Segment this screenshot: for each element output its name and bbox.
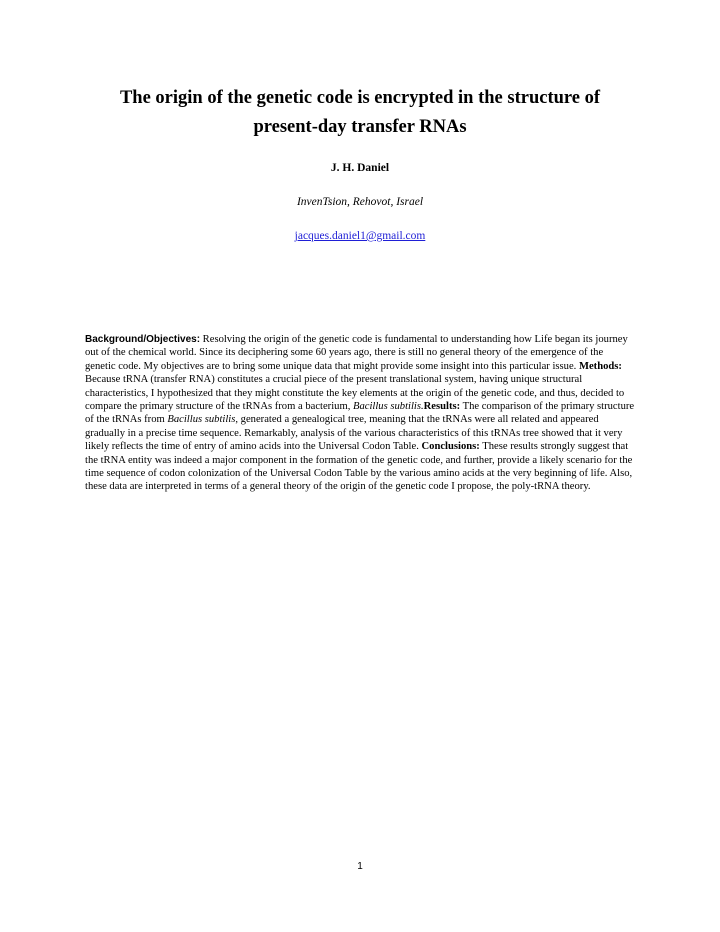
abstract-methods-label: Methods: <box>578 360 622 372</box>
abstract-results-text-1: The comparison of the primary structure of the tRNAs from <box>85 401 635 426</box>
author-name: J. H. Daniel <box>330 162 390 174</box>
abstract-results-species: Bacillus subtilis <box>167 414 236 426</box>
author-email-link[interactable]: jacques.daniel1@gmail.com <box>294 230 426 242</box>
title-line-1: The origin of the genetic code is encrypted in the structure of <box>119 88 601 108</box>
abstract-methods-text: Because tRNA (transfer RNA) constitutes a crucial piece of the present translational system, having unique structural characteristics, I hypothesized that they might constitute the key elements at the origin of the genetic code, and thus, decided to compare the primary structure of the tRNAs from a bacterium, <box>85 374 625 413</box>
abstract-background-text: Resolving the origin of the genetic code is fundamental to understanding how Life began its journey out of the chemical world. Since its deciphering some 60 years ago, there is still no general theory of the emergence of the genetic code. My objectives are to bring some unique data that might provide some insight into this particular issue. <box>85 334 628 372</box>
abstract-results-text-2: , generated a genealogical tree, meaning that the tRNAs were all related and appeared gradually in a precise time sequence. Remarkably, analysis of the various characteristics of this tRNAs tree showed that it very likely reflects the time of entry of amino acids into the Universal Codon Table. <box>85 414 623 453</box>
abstract <box>85 333 635 494</box>
page-number: 1 <box>357 861 363 872</box>
abstract-conclusions-label: Conclusions: <box>421 441 480 453</box>
paper-title <box>70 84 650 142</box>
abstract-results-label: Results: <box>423 401 461 413</box>
author-affiliation: InvenTsion, Rehovot, Israel <box>296 196 424 208</box>
title-line-2: present-day transfer RNAs <box>253 117 467 137</box>
abstract-conclusions-text: These results strongly suggest that the tRNA entity was indeed a major component in the formation of the genetic code, and further, provide a likely scenario for the time sequence of codon colonization of the Universal Codon Table by the various amino acids at the very beginning of life. Also, these data are interpreted in terms of a general theory of the origin of the genetic code I propose, the poly-tRNA theory. <box>85 441 633 493</box>
author-email-line <box>0 230 720 242</box>
abstract-background-label: Background/Objectives: <box>85 334 201 345</box>
abstract-methods-species: Bacillus subtilis. <box>353 401 424 413</box>
